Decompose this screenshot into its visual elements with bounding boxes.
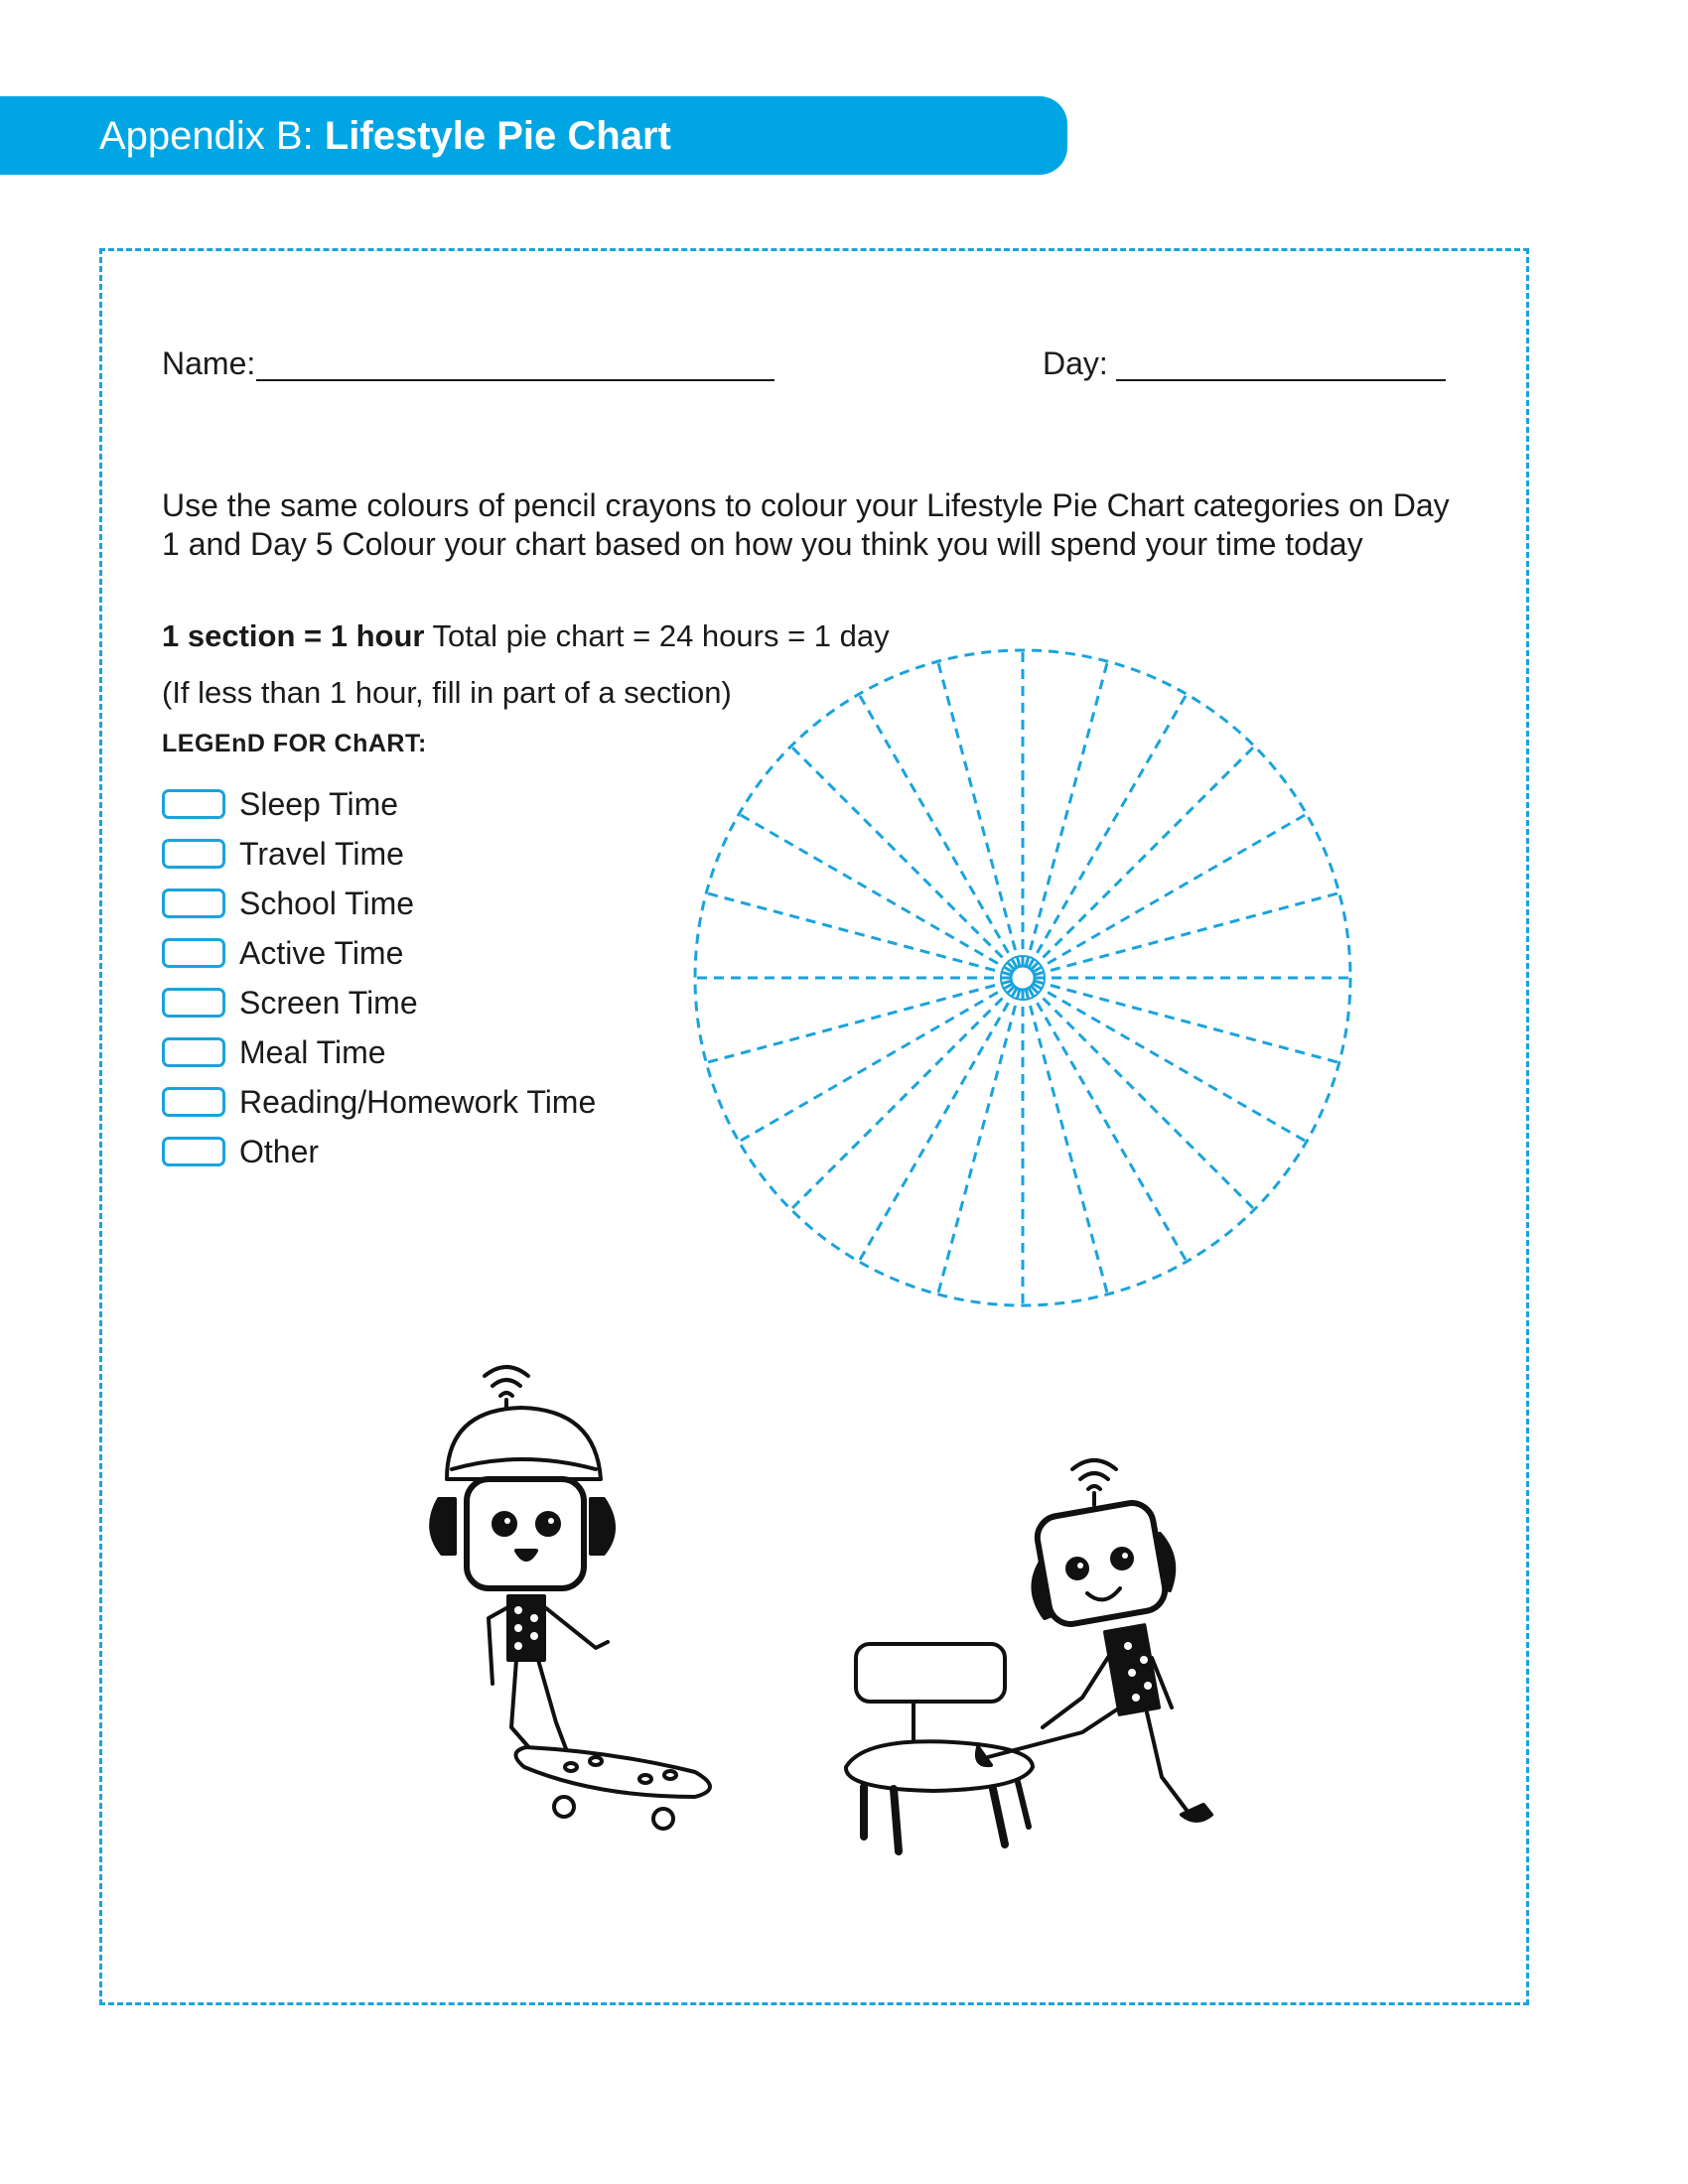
instructions-paragraph: Use the same colours of pencil crayons to colour your Lifestyle Pie Chart categories on Day 1 and Day 5 Colour your chart based on how you think you will spend your time today bbox=[162, 487, 1450, 562]
legend-item bbox=[162, 1127, 596, 1176]
pie-section-divider bbox=[1031, 986, 1254, 1209]
legend-item bbox=[162, 1077, 596, 1127]
legend-item bbox=[162, 978, 596, 1027]
rule-bold: 1 section = 1 hour bbox=[162, 618, 425, 653]
legend-item bbox=[162, 879, 596, 928]
legend-item bbox=[162, 779, 596, 829]
pie-section-divider bbox=[791, 747, 1015, 970]
robot-illustration bbox=[397, 1330, 1291, 1906]
blank-pie-chart[interactable] bbox=[685, 640, 1360, 1315]
legend-color-box[interactable] bbox=[162, 1037, 225, 1067]
pie-section-divider bbox=[1033, 814, 1306, 972]
legend-item bbox=[162, 829, 596, 879]
pie-section-divider bbox=[938, 990, 1020, 1295]
pie-section-divider bbox=[739, 814, 1012, 972]
name-label: Name: bbox=[162, 345, 256, 381]
legend-label: Active Time bbox=[239, 935, 404, 971]
rule-note: (If less than 1 hour, fill in part of a section) bbox=[162, 675, 732, 710]
legend-color-box[interactable] bbox=[162, 1137, 225, 1166]
legend-color-box[interactable] bbox=[162, 839, 225, 869]
legend bbox=[162, 779, 596, 1176]
legend-color-box[interactable] bbox=[162, 1087, 225, 1117]
legend-color-box[interactable] bbox=[162, 988, 225, 1018]
legend-label: Travel Time bbox=[239, 836, 404, 872]
pie-section-divider bbox=[1029, 988, 1187, 1261]
pie-section-divider bbox=[859, 694, 1017, 967]
legend-label: Screen Time bbox=[239, 985, 418, 1021]
legend-label: Meal Time bbox=[239, 1034, 386, 1070]
pie-section-divider bbox=[739, 984, 1012, 1142]
legend-label: School Time bbox=[239, 886, 415, 921]
legend-color-box[interactable] bbox=[162, 938, 225, 968]
pie-section-divider bbox=[1035, 893, 1339, 975]
pie-sections bbox=[695, 650, 1350, 1305]
pie-center bbox=[1011, 966, 1035, 990]
legend-item bbox=[162, 1027, 596, 1077]
pie-section-divider bbox=[859, 988, 1017, 1261]
title-main: Lifestyle Pie Chart bbox=[324, 114, 671, 158]
pie-section-divider bbox=[1031, 747, 1254, 970]
wifi-icon bbox=[485, 1367, 528, 1376]
legend-title: LEGEnD FOR ChART: bbox=[162, 730, 427, 757]
day-field[interactable] bbox=[1116, 379, 1446, 381]
title-prefix: Appendix B: bbox=[99, 114, 314, 158]
legend-label: Reading/Homework Time bbox=[239, 1084, 597, 1120]
legend-label: Sleep Time bbox=[239, 786, 399, 822]
pie-section-divider bbox=[1026, 661, 1107, 966]
pie-section-divider bbox=[1033, 984, 1306, 1142]
pie-section-divider bbox=[1026, 990, 1107, 1295]
pie-section-divider bbox=[938, 661, 1020, 966]
name-field[interactable] bbox=[256, 379, 774, 381]
pie-section-divider bbox=[1029, 694, 1187, 967]
legend-color-box[interactable] bbox=[162, 789, 225, 819]
pie-section-divider bbox=[791, 986, 1015, 1209]
pie-section-divider bbox=[1035, 981, 1339, 1062]
day-label: Day: bbox=[1043, 345, 1108, 381]
rule-rest: Total pie chart = 24 hours = 1 day bbox=[432, 618, 890, 653]
pie-section-divider bbox=[706, 981, 1011, 1062]
legend-item bbox=[162, 928, 596, 978]
page-title bbox=[99, 113, 671, 159]
header-banner bbox=[0, 96, 1067, 175]
legend-label: Other bbox=[239, 1134, 320, 1169]
pie-section-divider bbox=[706, 893, 1011, 975]
legend-color-box[interactable] bbox=[162, 888, 225, 918]
